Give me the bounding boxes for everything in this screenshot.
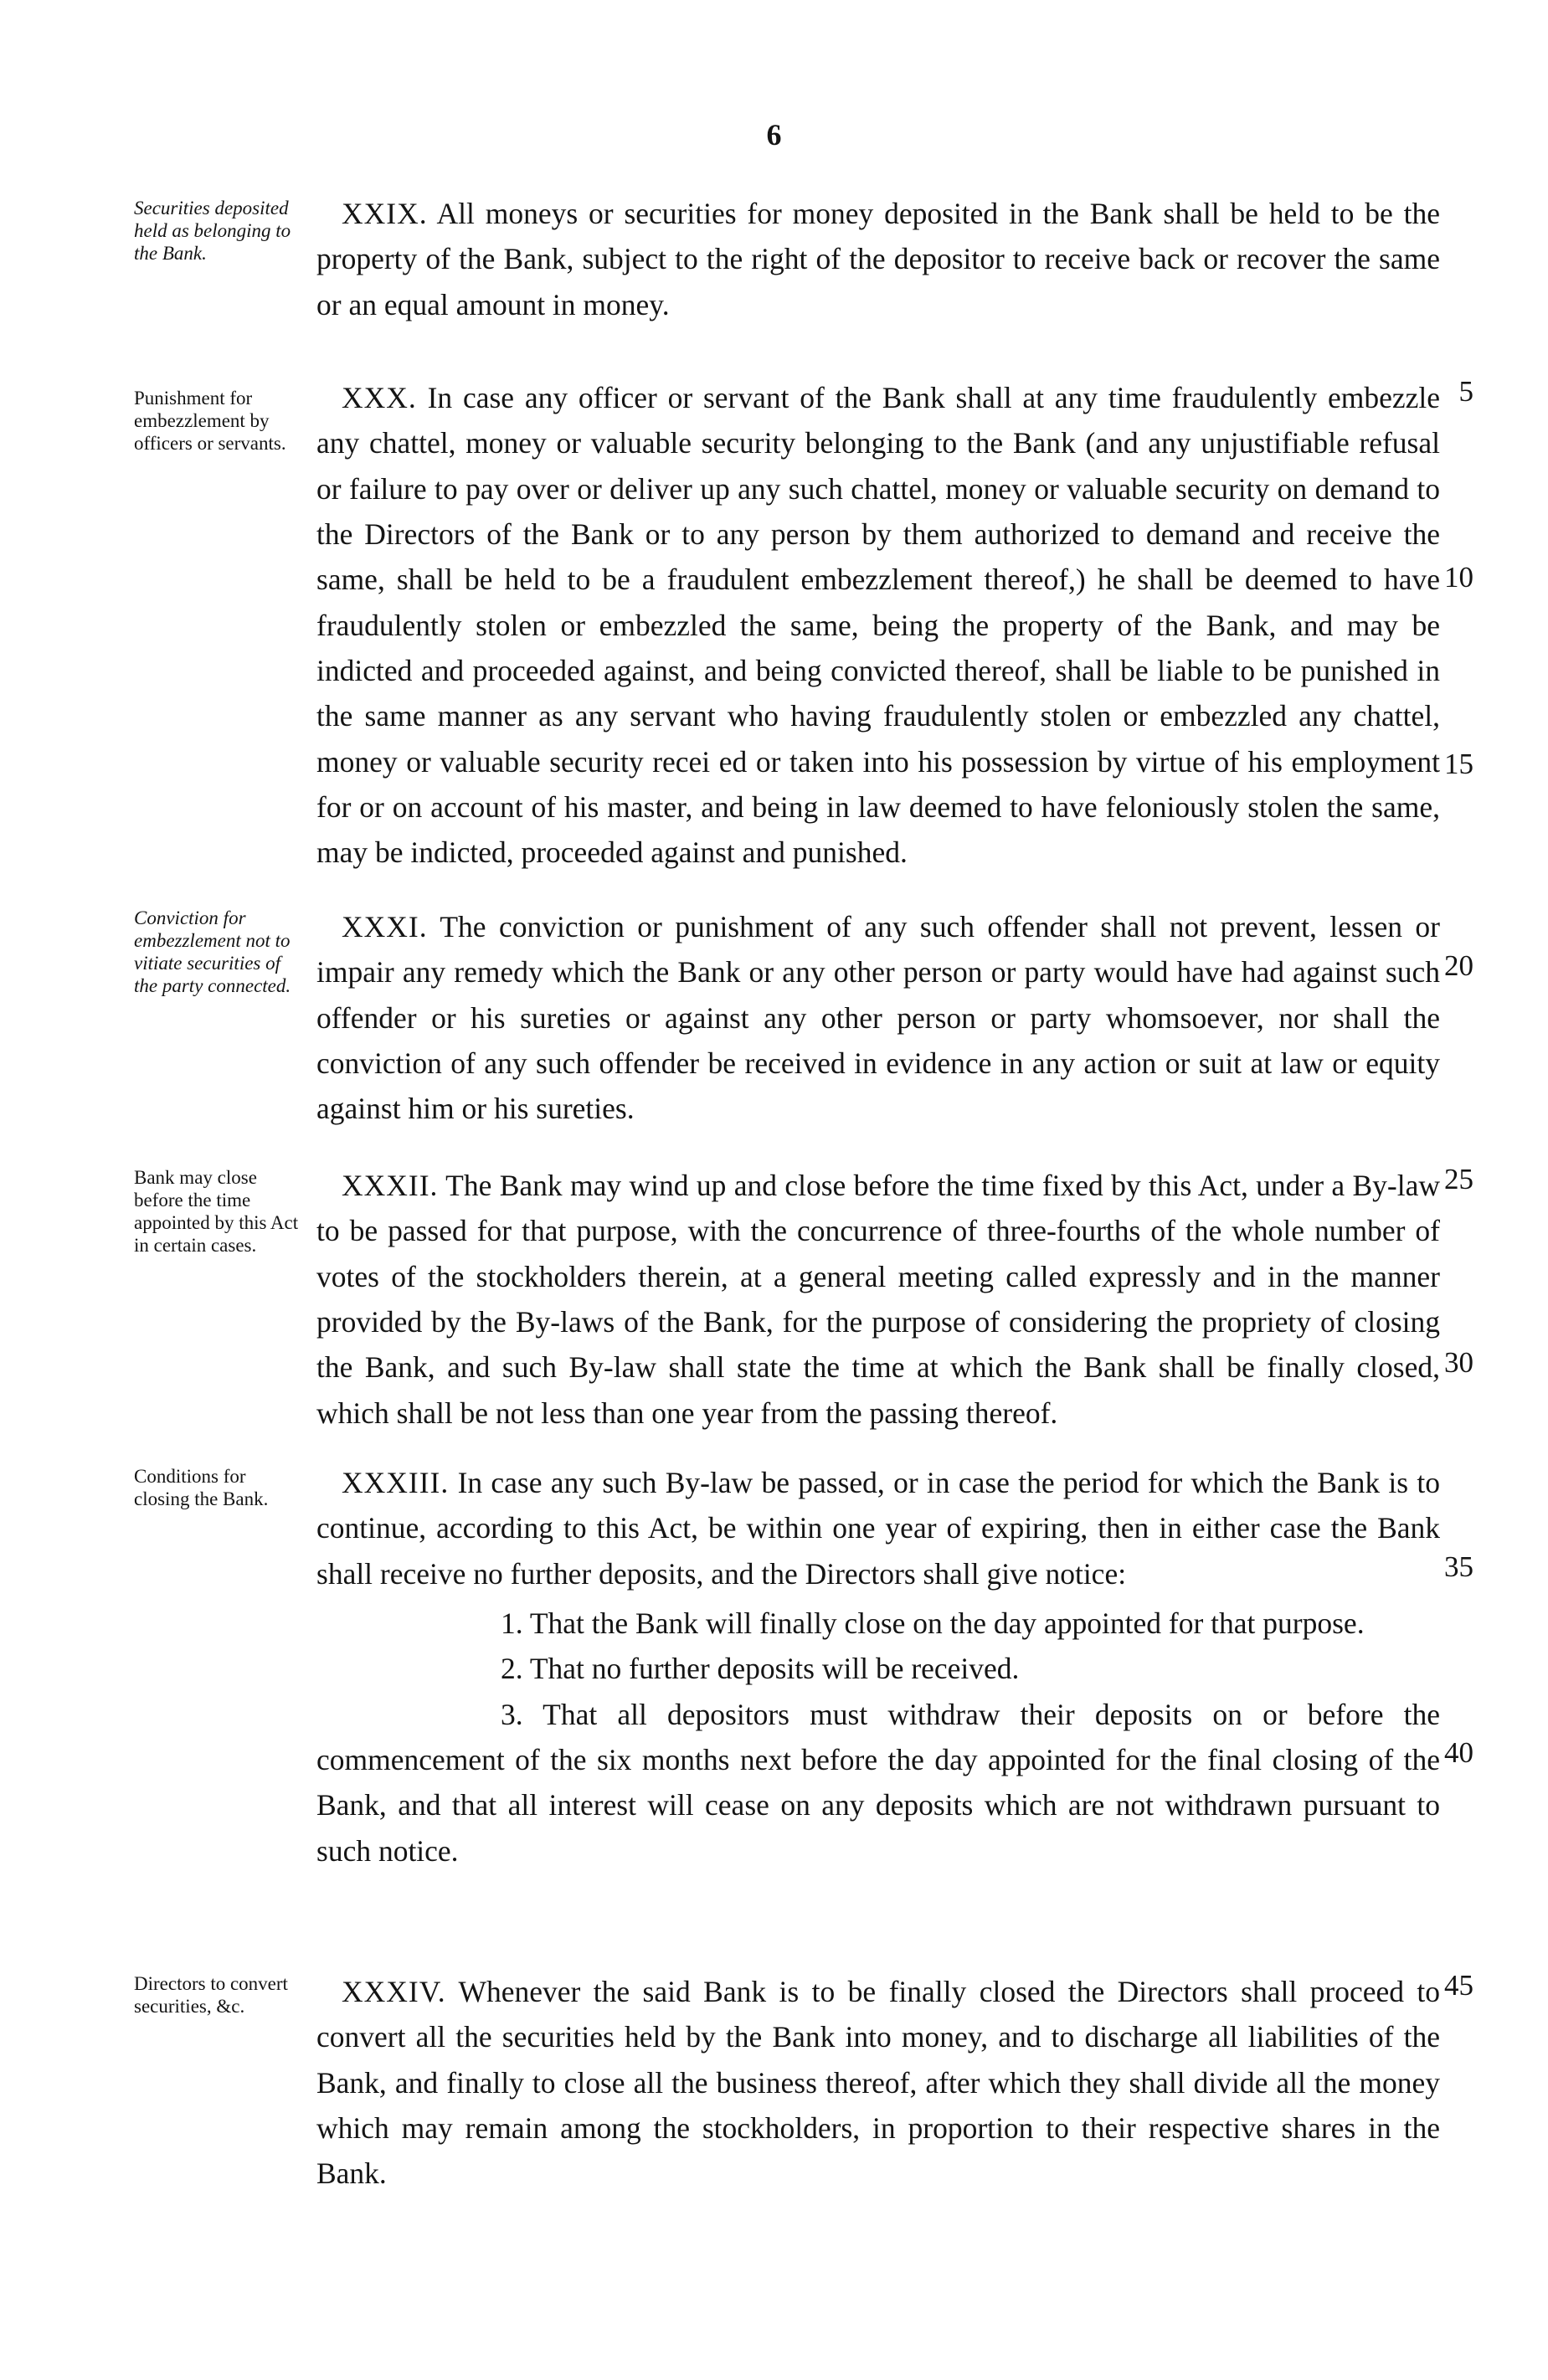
line-number: 40 <box>1444 1736 1473 1769</box>
section-body <box>316 1163 1440 1436</box>
notice-list <box>316 1601 1440 1874</box>
section-body <box>316 375 1440 875</box>
line-number: 5 <box>1458 375 1473 408</box>
line-number: 30 <box>1444 1346 1473 1379</box>
line-number: 35 <box>1444 1550 1473 1583</box>
section-text: The Bank may wind up and close before the time fixed by this Act, under a By-law to be passed for that purpose, with the concurrence of three-fourths of the whole number of votes of the stockholders therein, at a general meeting called expressly and in the manner provided by the By-laws of the Bank, for the purpose of considering the propriety of closing the Bank, and such By-law shall state the time at which the Bank shall be finally closed, which shall be not less than one year from the passing thereof. <box>316 1169 1440 1430</box>
section-body <box>316 1460 1440 1596</box>
section-text: In case any such By-law be passed, or in case the period for which the Bank is to continue, according to this Act, be within one year of expiring, then in either case the Bank shall receive no further deposits, and the Directors shall give notice: <box>316 1466 1441 1591</box>
section-numeral: XXIX. <box>342 197 428 230</box>
section-text: All moneys or securities for money deposited in the Bank shall be held to be the property of the Bank, subject to the right of the depositor to receive back or recover the same or an equal amount in money. <box>316 197 1440 321</box>
line-number: 10 <box>1444 561 1473 594</box>
notice-item-text: That no further deposits will be received. <box>529 1652 1020 1686</box>
notice-item <box>316 1646 1440 1691</box>
notice-item <box>316 1692 1440 1874</box>
margin-note: Punishment for embezzlement by officers or servants. <box>134 388 286 455</box>
margin-note: Securities deposited held as belonging to the Bank. <box>134 198 291 265</box>
section-numeral: XXXI. <box>342 910 428 943</box>
margin-note: Directors to convert securities, &c. <box>134 1973 288 2018</box>
notice-item-number: 1. <box>501 1606 523 1640</box>
notice-item-text: That the Bank will finally close on the day appointed for that purpose. <box>529 1606 1365 1640</box>
margin-note: Bank may close before the time appointed by this Act in certain cases. <box>134 1167 299 1257</box>
section-text: In case any officer or servant of the Bank shall at any time fraudulently embezzle any chattel, money or valuable security belonging to the Bank (and any unjustifiable refusal or failure to pay over or deliver up any such chattel, money or valuable security on demand to the Directors of the Bank or to any person by them authorized to demand and receive the same, shall be held to be a fraudulent embezzlement thereof,) he shall be deemed to have fraudulently stolen or embezzled the same, being the property of the Bank, and may be indicted and proceeded against, and being convicted thereof, shall be liable to be punished in the same manner as any servant who having fraudulently stolen or embezzled any chattel, money or valuable security recei ed or taken into his possession by virtue of his employment for or on account of his master, and being in law deemed to have feloniously stolen the same, may be indicted, proceeded against and punished. <box>316 381 1440 870</box>
margin-note: Conviction for embezzlement not to vitiate securities of the party connected. <box>134 907 291 997</box>
section-body <box>316 1969 1440 2197</box>
page-number: 6 <box>766 118 782 152</box>
notice-item-text: That all depositors must withdraw their deposits on or before the commencement of the six months next before the day appointed for the final closing of the Bank, and that all interest will cease on any deposits which are not withdrawn pursuant to such notice. <box>316 1697 1441 1868</box>
section-text: The conviction or punishment of any such offender shall not prevent, lessen or impair any remedy which the Bank or any other person or party would have had against such offender or his sureties or against any other person or party whomsoever, nor shall the conviction of any such offender be received in evidence in any action or suit at law or equity against him or his sureties. <box>316 910 1441 1126</box>
section-body <box>316 904 1440 1132</box>
margin-note: Conditions for closing the Bank. <box>134 1466 269 1510</box>
notice-item-number: 3. <box>501 1697 523 1731</box>
line-number: 20 <box>1444 949 1473 982</box>
section-body <box>316 191 1440 327</box>
section-numeral: XXXII. <box>342 1169 439 1202</box>
section-numeral: XXX. <box>342 381 417 414</box>
line-number: 15 <box>1444 748 1473 780</box>
section-numeral: XXXIII. <box>342 1466 450 1499</box>
section-numeral: XXXIV. <box>342 1975 446 2008</box>
section-text: Whenever the said Bank is to be finally closed the Directors shall proceed to convert all the securities held by the Bank into money, and to discharge all liabilities of the Bank, and finally to close all the business thereof, after which they shall divide all the money which may remain among the stockholders, in proportion to their respective shares in the Bank. <box>316 1975 1441 2191</box>
notice-item <box>316 1601 1440 1646</box>
notice-item-number: 2. <box>501 1652 523 1686</box>
line-number: 25 <box>1444 1163 1473 1195</box>
line-number: 45 <box>1444 1969 1473 2002</box>
